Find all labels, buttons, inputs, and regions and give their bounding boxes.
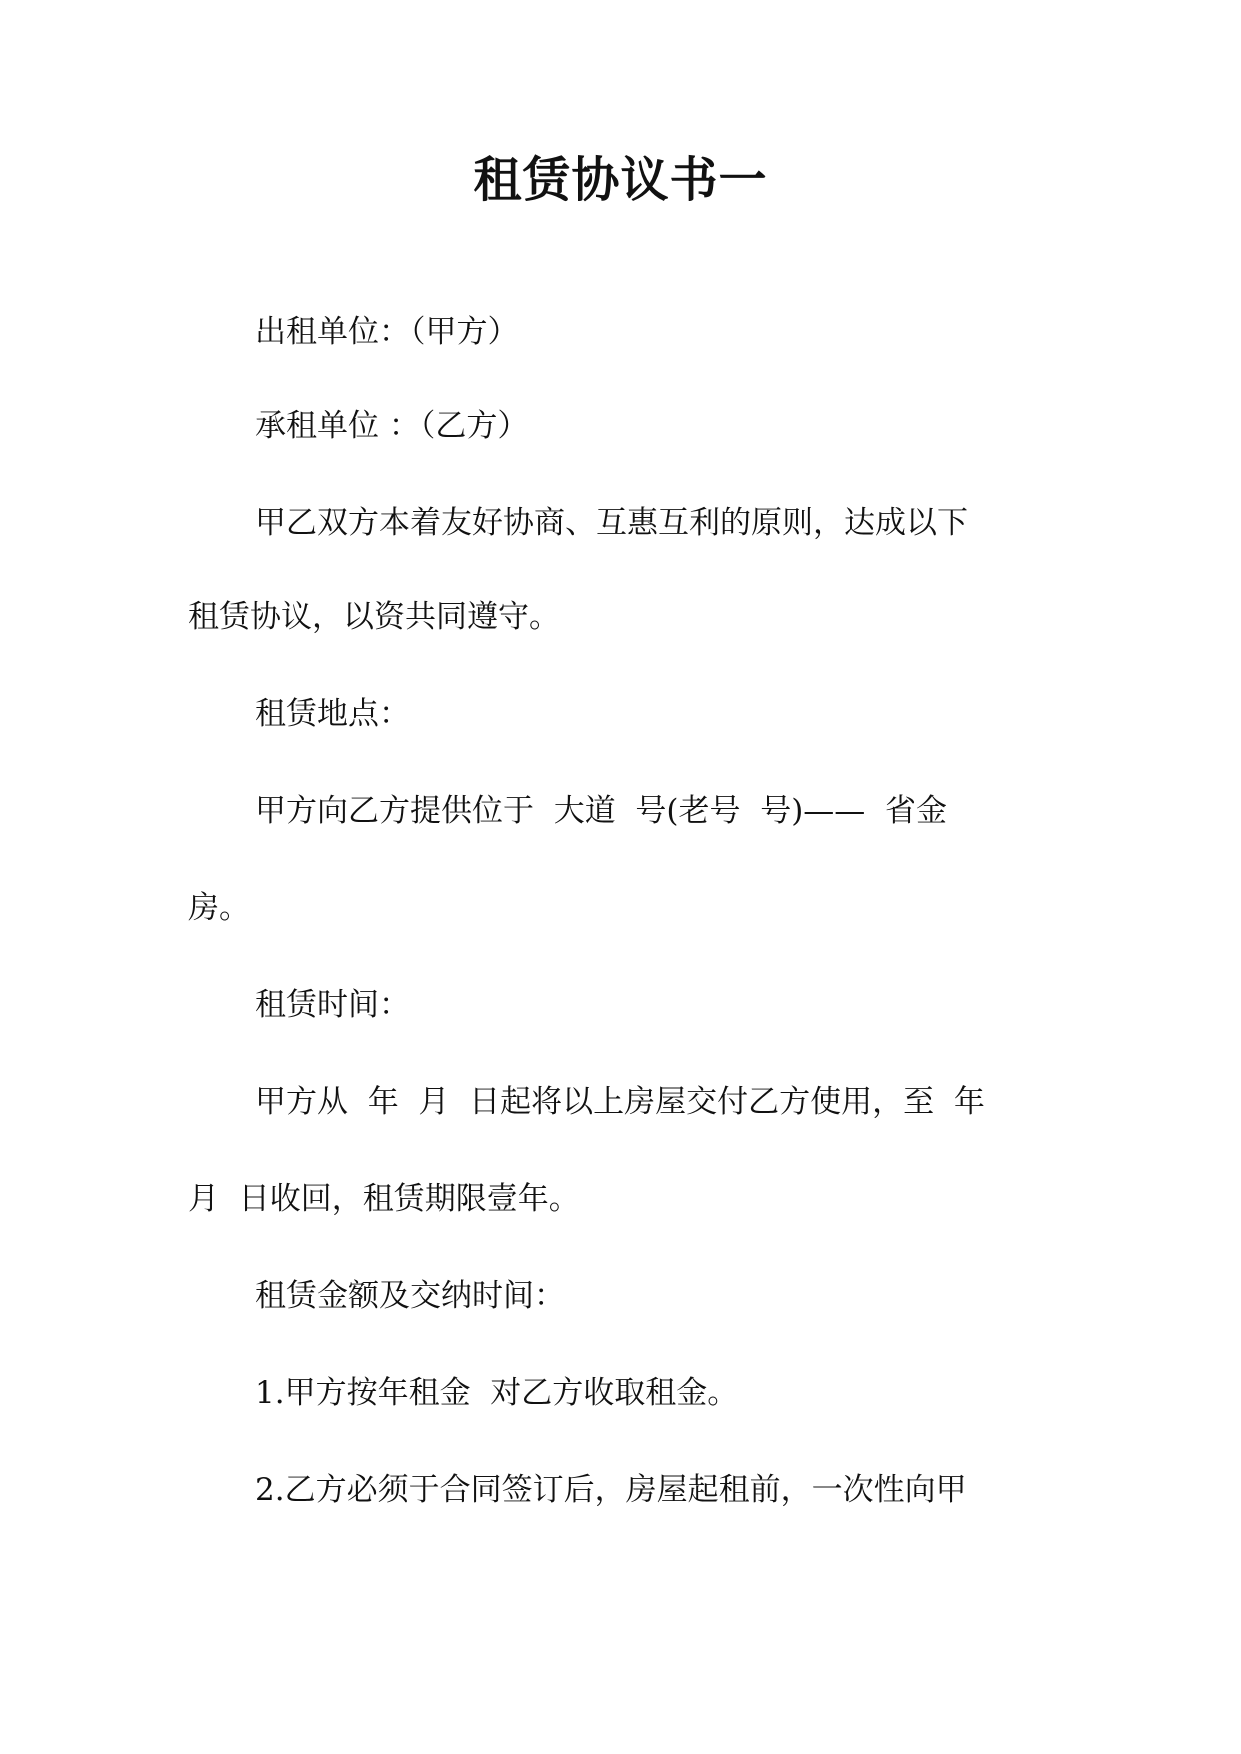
location-line-2: 房。 (188, 890, 250, 926)
term-heading: 租赁时间： (255, 987, 410, 1023)
document-title: 租赁协议书一 (473, 152, 768, 208)
location-line-1: 甲方向乙方提供位于 大道 号(老号 号)—— 省金 (255, 793, 948, 829)
lessee-line: 承租单位 ：（乙方） (255, 408, 529, 444)
preamble-line-1: 甲乙双方本着友好协商、互惠互利的原则，达成以下 (255, 505, 968, 541)
rent-item-1: 1.甲方按年租金 对乙方收取租金。 (255, 1375, 739, 1411)
preamble-line-2: 租赁协议，以资共同遵守。 (188, 599, 560, 635)
location-heading: 租赁地点： (255, 696, 410, 732)
term-line-2: 月 日收回，租赁期限壹年。 (188, 1181, 580, 1217)
rent-heading: 租赁金额及交纳时间： (255, 1278, 565, 1314)
term-line-1: 甲方从 年 月 日起将以上房屋交付乙方使用，至 年 (255, 1084, 985, 1120)
lessor-line: 出租单位：（甲方） (255, 314, 519, 350)
rent-item-2: 2.乙方必须于合同签订后，房屋起租前，一次性向甲 (255, 1472, 967, 1508)
